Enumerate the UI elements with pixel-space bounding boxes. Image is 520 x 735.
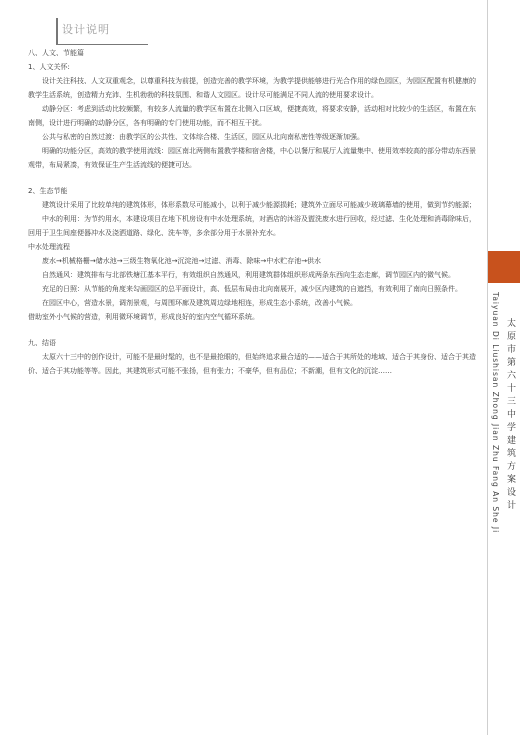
section-heading-8: 八、人文、节能篇 [28,49,84,57]
spacer [28,324,476,336]
paragraph: 动静分区：考虑到活动比较频繁，有较多人流量的教学区布置在北侧入口区域，便捷高效，将要求安静，活动相对比较少的生活区，布置在东南侧，设计进行明确的动静分区，各有明确的专门使用功能，而不相互干扰。 [28,105,476,127]
paragraph: 借助室外小气候的营造，利用微环境调节，形成良好的室内空气循环系统。 [28,313,259,321]
subheading-humanistic-care: 1、人文关怀: [28,63,70,71]
sidebar-title-cn: 太原市第六十三中学建筑方案设计 [505,318,515,513]
paragraph: 充足的日照：从节能的角度来勾画园区的总平面设计，高、低层布局由北向南展开，减少区内建筑的自遮挡，有效利用了南向日照条件。 [42,285,462,293]
spacer [28,172,476,184]
sidebar-divider [487,0,488,735]
paragraph: 设计关注科技、人文双重观念，以尊重科技为前提，创造完善的教学环境，为教学提供能够进行光合作用的绿色园区，为园区配置有机健康的教学生活系统，创造精力充沛、生机勃勃的科技氛围、和谐人文园区。设计尽可能满足不同人流的使用要求设计。 [28,77,476,99]
section-heading-9: 九、结语 [28,339,56,347]
paragraph: 公共与私密的自然过渡：由教学区的公共性、文体综合楼、生活区，园区从北向南私密性等级逐渐加强。 [42,133,364,141]
page-title: 设计说明 [62,23,110,36]
paragraph: 在园区中心，营造水景，调剂景观，与周围环廊及建筑周边绿地相连，形成生态小系统，改善小气候。 [42,299,357,307]
subheading-eco-energy: 2、生态节能 [28,187,68,195]
paragraph: 太原六十三中的创作设计，可能不是最时髦的，也不是最抢眼的，但始终追求最合适的——适合于其所处的地域、适合于其身份、适合于其造价、适合于其功能等等。因此，其建筑形式可能不张扬，但有张力；不豪华，但有品位；不新潮，但有文化的沉淀…… [28,353,476,375]
paragraph: 中水的利用：为节约用水，本建设项目在地下机房设有中水处理系统，对酒店的沐浴及盥洗废水进行回收，经过滤、生化处理和消毒除味后，回用于卫生间座便器冲水及浇洒道路、绿化、洗车等，多余部分用于水景补充水。 [28,215,476,237]
paragraph: 自然通风：建筑排布与北部铁塘江基本平行，有效组织自然通风，利用建筑群体组织形成两条东西向生态走廊，调节园区内的微气候。 [42,271,455,279]
sidebar-title-pinyin: Taiyuan Di Liushisan Zhong Jian Zhu Fang An She Ji [491,292,500,534]
process-flow: 废水→机械格栅→储水池→三级生物氧化池→沉淀池→过滤、消毒、除味→中水贮存池→供水 [42,257,322,265]
accent-block [488,251,520,283]
paragraph: 明确的功能分区，高效的教学使用流线：园区南北两侧布置教学楼和宿舍楼，中心以餐厅和展厅人流量集中、使用效率较高的部分带动东西景观带，布局紧凑，有效保证生产生活流线的便捷可达。 [28,147,476,169]
subheading-water-process: 中水处理流程 [28,243,70,251]
document-body [28,46,476,378]
paragraph: 建筑设计采用了比较单纯的建筑体形，体形系数尽可能减小，以利于减少能源损耗；建筑外立面尽可能减少玻璃幕墙的使用，做到节约能源； [42,201,476,209]
